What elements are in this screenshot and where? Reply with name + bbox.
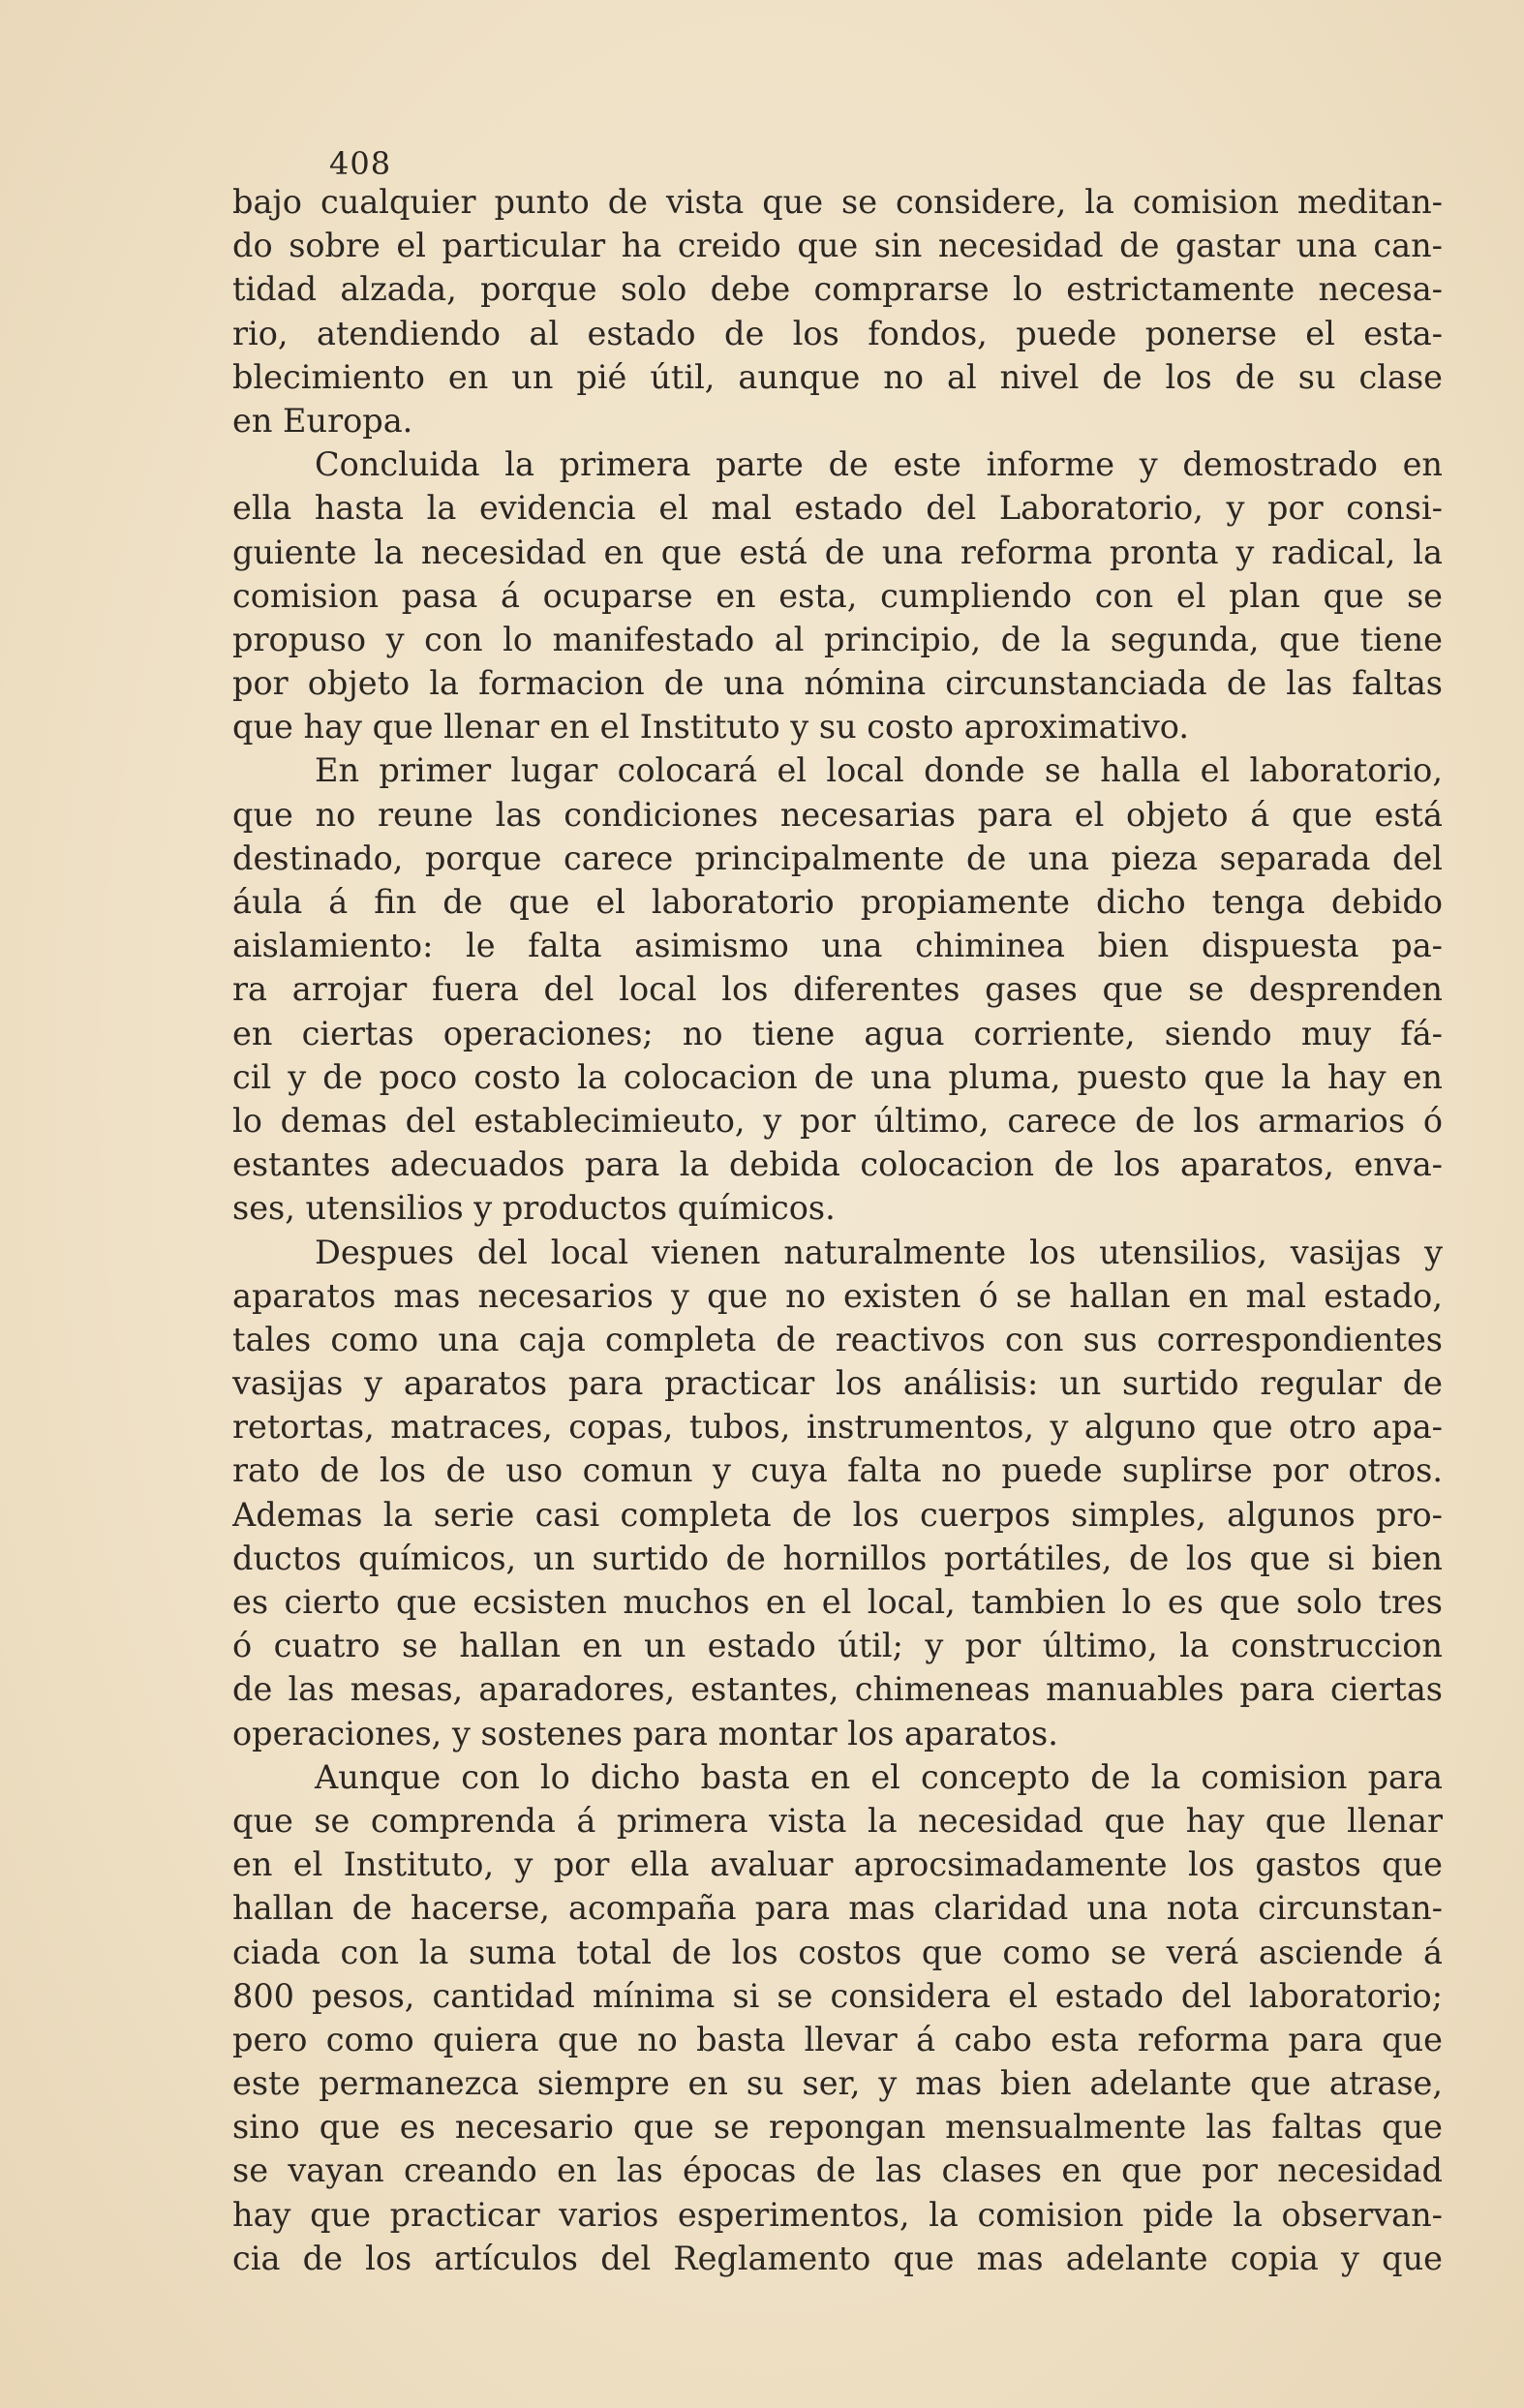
text-line: destinado, porque carece principalmente de una pieza separada del — [232, 838, 1443, 877]
text-line: rato de los de uso comun y cuya falta no puede suplirse por otros. — [232, 1451, 1443, 1490]
text-line: propuso y con lo manifestado al principio, de la segunda, que tiene — [232, 620, 1443, 658]
text-line: áula á fin de que el laboratorio propiamente dicho tenga debido — [232, 883, 1443, 921]
text-line: Aunque con lo dicho basta en el concepto de la comision para — [315, 1757, 1443, 1796]
text-line: es cierto que ecsisten muchos en el local, tambien lo es que solo tres — [232, 1583, 1443, 1621]
text-line: Concluida la primera parte de este informe y demostrado en — [315, 445, 1443, 484]
text-line: cia de los artículos del Reglamento que mas adelante copia y que — [232, 2239, 1443, 2277]
text-line: guiente la necesidad en que está de una reforma pronta y radical, la — [232, 533, 1443, 571]
text-line: sino que es necesario que se repongan mensualmente las faltas que — [232, 2108, 1443, 2147]
text-line: ciada con la suma total de los costos que como se verá asciende á — [232, 1933, 1443, 1971]
text-line: aislamiento: le falta asimismo una chiminea bien dispuesta pa- — [232, 927, 1443, 965]
text-line: ductos químicos, un surtido de hornillos portátiles, de los que si bien — [232, 1539, 1443, 1577]
text-line: tidad alzada, porque solo debe comprarse lo estrictamente necesa- — [232, 270, 1443, 309]
text-line: aparatos mas necesarios y que no existen ó se hallan en mal estado, — [232, 1276, 1443, 1315]
text-line: Despues del local vienen naturalmente los utensilios, vasijas y — [315, 1233, 1443, 1271]
text-line: retortas, matraces, copas, tubos, instrumentos, y alguno que otro apa- — [232, 1408, 1443, 1447]
text-line: En primer lugar colocará el local donde se halla el laboratorio, — [315, 751, 1443, 790]
text-line: comision pasa á ocuparse en esta, cumpliendo con el plan que se — [232, 576, 1443, 615]
text-line: ó cuatro se hallan en un estado útil; y por último, la construccion — [232, 1627, 1443, 1665]
text-line: tales como una caja completa de reactivos con sus correspondientes — [232, 1320, 1443, 1358]
text-line: este permanezca siempre en su ser, y mas bien adelante que atrase, — [232, 2064, 1443, 2103]
body-text — [232, 180, 1443, 2280]
page-number: 408 — [329, 145, 392, 182]
text-line: Ademas la serie casi completa de los cuerpos simples, algunos pro- — [232, 1495, 1443, 1534]
text-line: ses, utensilios y productos químicos. — [232, 1189, 836, 1228]
text-line: por objeto la formacion de una nómina circunstanciada de las faltas — [232, 664, 1443, 703]
text-line: 800 pesos, cantidad mínima si se considera el estado del laboratorio; — [232, 1976, 1443, 2015]
text-line: hay que practicar varios esperimentos, la comision pide la observan- — [232, 2195, 1443, 2234]
text-line: hallan de hacerse, acompaña para mas claridad una nota circunstan- — [232, 1889, 1443, 1928]
text-line: pero como quiera que no basta llevar á cabo esta reforma para que — [232, 2020, 1443, 2058]
text-line: operaciones, y sostenes para montar los aparatos. — [232, 1714, 1058, 1753]
text-line: se vayan creando en las épocas de las clases en que por necesidad — [232, 2151, 1443, 2190]
text-line: bajo cualquier punto de vista que se considere, la comision meditan- — [232, 183, 1443, 221]
text-line: que se comprenda á primera vista la necesidad que hay que llenar — [232, 1801, 1443, 1840]
text-line: rio, atendiendo al estado de los fondos, puede ponerse el esta- — [232, 314, 1443, 352]
text-line: cil y de poco costo la colocacion de una pluma, puesto que la hay en — [232, 1057, 1443, 1096]
text-line: vasijas y aparatos para practicar los análisis: un surtido regular de — [232, 1364, 1443, 1403]
text-line: blecimiento en un pié útil, aunque no al nivel de los de su clase — [232, 357, 1443, 396]
text-line: en Europa. — [232, 401, 413, 440]
text-line: do sobre el particular ha creido que sin necesidad de gastar una can- — [232, 227, 1443, 265]
text-line: en el Instituto, y por ella avaluar aprocsimadamente los gastos que — [232, 1845, 1443, 1884]
text-line: ella hasta la evidencia el mal estado del Laboratorio, y por consi- — [232, 489, 1443, 528]
text-line: en ciertas operaciones; no tiene agua corriente, siendo muy fá- — [232, 1014, 1443, 1052]
text-line: ra arrojar fuera del local los diferentes gases que se desprenden — [232, 970, 1443, 1009]
text-line: lo demas del establecimieuto, y por último, carece de los armarios ó — [232, 1101, 1443, 1140]
text-line: de las mesas, aparadores, estantes, chimeneas manuables para ciertas — [232, 1670, 1443, 1709]
text-line: que hay que llenar en el Instituto y su costo aproximativo. — [232, 708, 1189, 747]
text-line: estantes adecuados para la debida colocacion de los aparatos, enva- — [232, 1145, 1443, 1184]
text-line: que no reune las condiciones necesarias para el objeto á que está — [232, 795, 1443, 834]
